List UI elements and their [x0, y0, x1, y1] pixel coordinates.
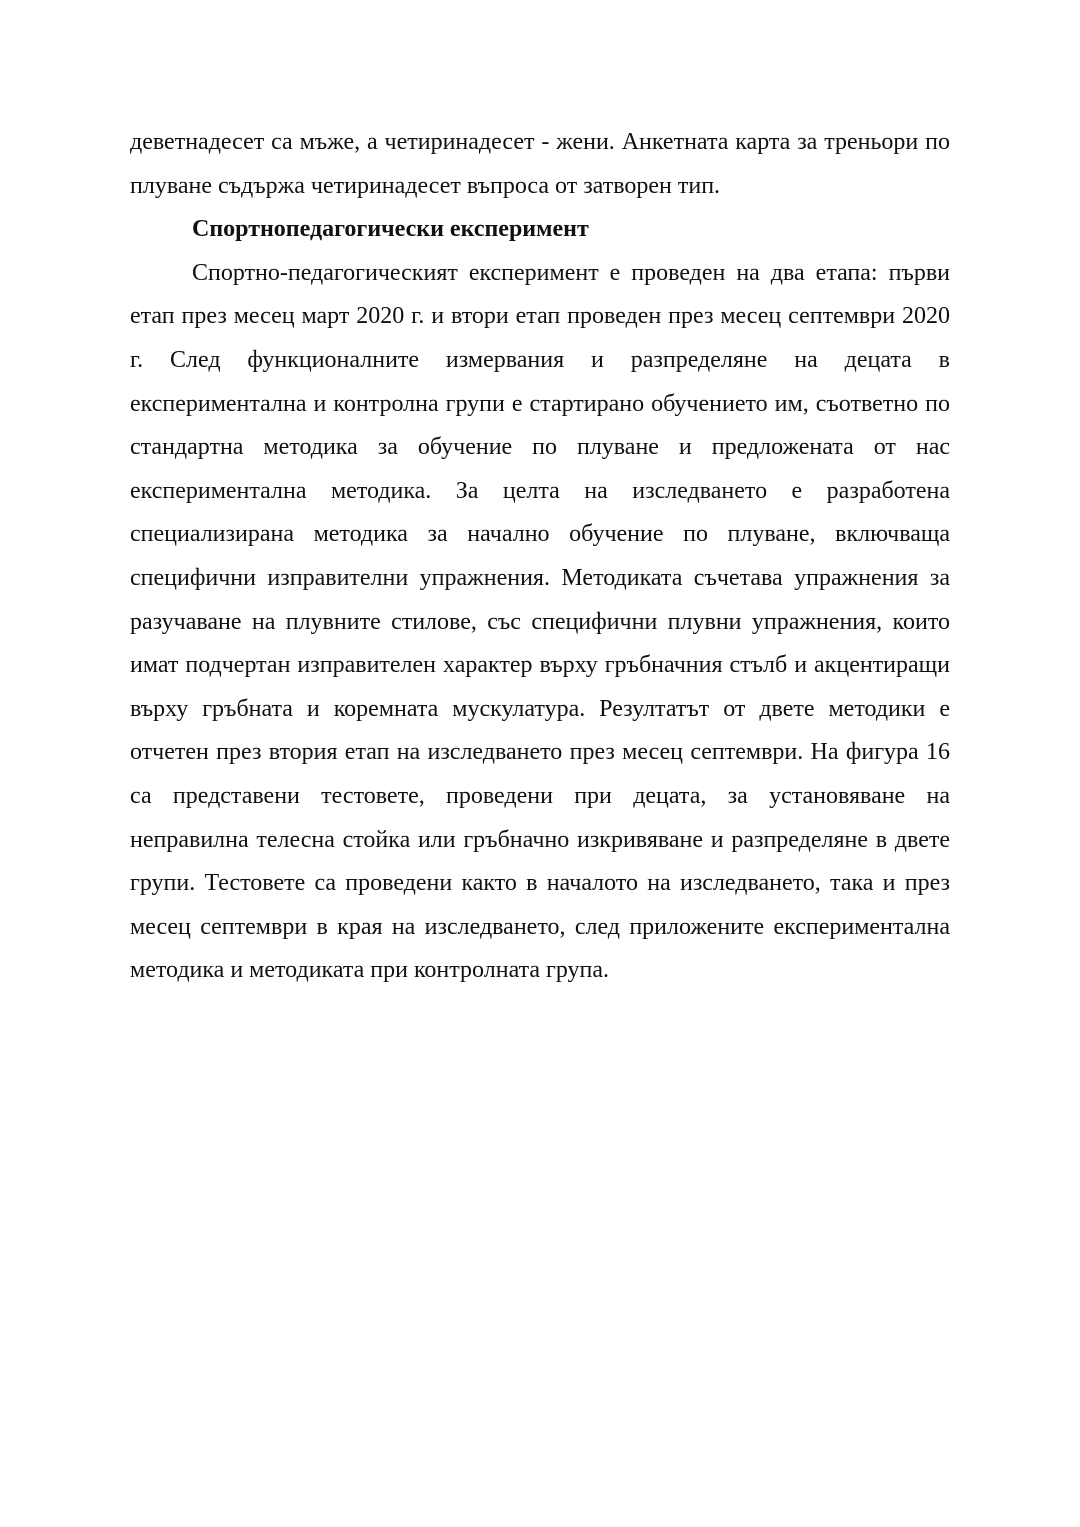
document-page — [130, 121, 950, 993]
section-heading: Спортнопедагогически експеримент — [192, 216, 589, 243]
paragraph-survey-continuation: деветнадесет са мъже, а четиринадесет - жени. Анкетната карта за треньори по плуване съдържа четиринадесет въпроса от затворен тип. — [130, 129, 950, 199]
paragraph-experiment: Спортно-педагогическият експеримент е проведен на два етапа: първи етап през месец март 2020 г. и втори етап проведен през месец септември 2020 г. След функционалните измервания и разпределяне на децата в експериментална и контролна групи е стартирано обучението им, съответно по стандартна методика за обучение по плуване и предложената от нас експериментална методика. За целта на изследването е разработена специализирана методика за начално обучение по плуване, включваща специфични изправителни упражнения. Методиката съчетава упражнения за разучаване на плувните стилове, със специфични плувни упражнения, които имат подчертан изправителен характер върху гръбначния стълб и акцентиращи върху гръбната и коремната мускулатура. Резултатът от двете методики е отчетен през втория етап на изследването през месец септември. На фигура 16 са представени тестовете, проведени при децата, за установяване на неправилна телесна стойка или гръбначно изкривяване и разпределяне в двете групи. Тестовете са проведени както в началото на изследването, така и през месец септември в края на изследването, след приложените експериментална методика и методиката при контролната група. — [130, 259, 950, 984]
